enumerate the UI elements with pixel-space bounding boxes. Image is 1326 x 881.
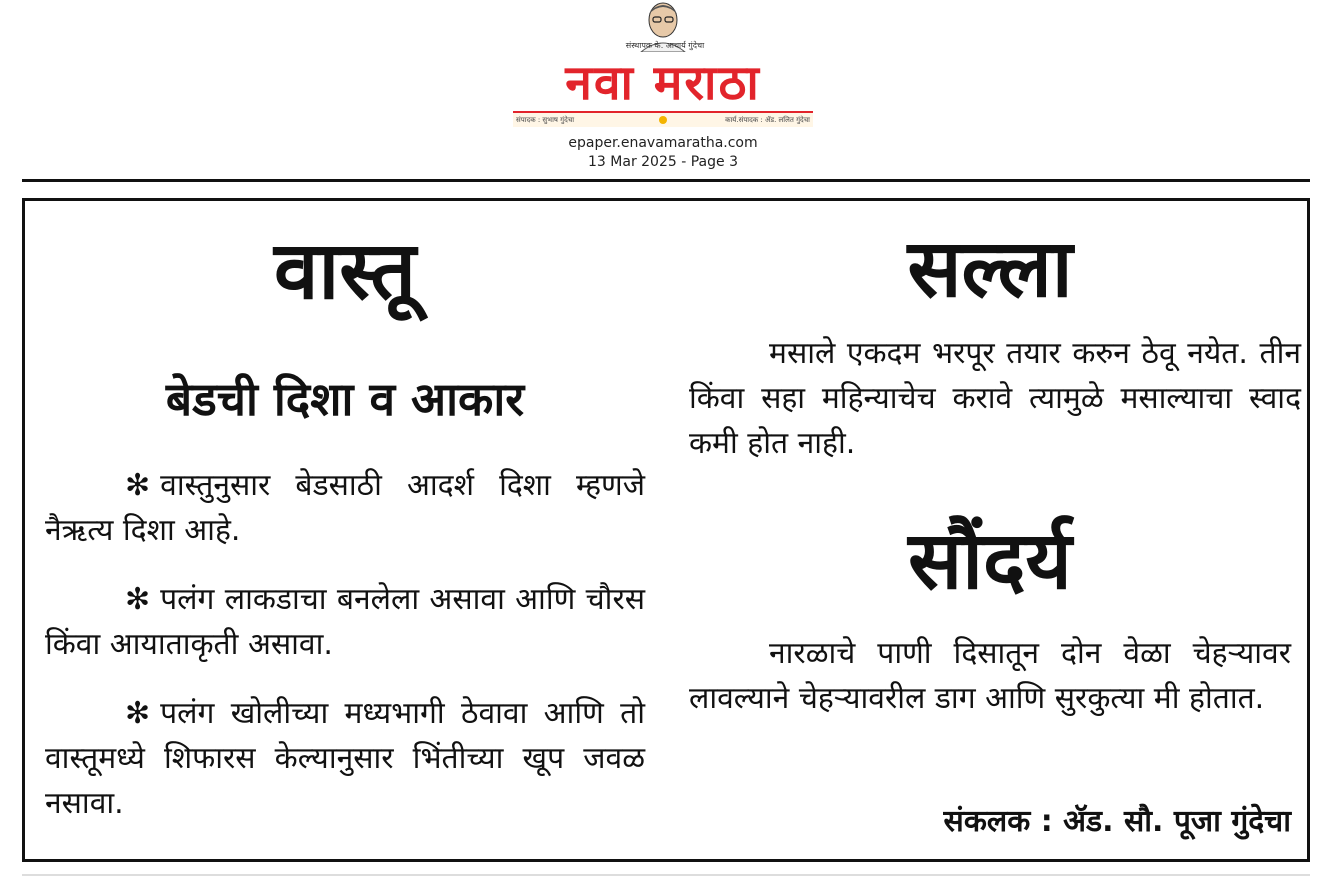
vastu-subheading: बेडची दिशा व आकार	[165, 372, 525, 426]
vastu-point: ✻ पलंग लाकडाचा बनलेला असावा आणि चौरस किंवा आयाताकृती असावा.	[45, 582, 645, 662]
header-divider	[22, 179, 1310, 182]
asterisk-bullet-icon: ✻	[125, 582, 151, 617]
compiler-credit: संकलक : ॲड. सौ. पूजा गुंदेचा	[943, 804, 1291, 839]
vastu-point: ✻ वास्तुनुसार बेडसाठी आदर्श दिशा म्हणजे नैऋत्य दिशा आहे.	[45, 468, 645, 548]
advice-column	[689, 201, 1301, 859]
editor-credits	[513, 113, 813, 127]
vastu-column	[45, 201, 645, 859]
footer-divider	[22, 874, 1310, 876]
founder-ribbon: संस्थापक के. आचार्य गुंदेचा	[625, 41, 705, 50]
executive-editor-name: कार्य.संपादक : ॲड. ललित गुंदेचा	[725, 116, 810, 124]
article-box	[22, 198, 1310, 862]
beauty-heading: सौंदर्य	[908, 514, 1072, 607]
newspaper-logo: नवा मराठा	[565, 55, 761, 111]
beauty-text: नारळाचे पाणी दिसातून दोन वेळा चेहऱ्यावर लावल्याने चेहऱ्यावरील डाग आणि सुरकुत्या मी होतात.	[689, 636, 1291, 716]
advice-text: मसाले एकदम भरपूर तयार करुन ठेवू नयेत. तीन किंवा सहा महिन्याचेच करावे त्यामुळे मसाल्याचा स्वाद कमी होत नाही.	[689, 336, 1301, 461]
advice-heading: सल्ला	[907, 222, 1073, 315]
vastu-point: ✻ पलंग खोलीच्या मध्यभागी ठेवावा आणि तो वास्तूमध्ये शिफारस केल्यानुसार भिंतीच्या खूप जवळ नसावा.	[45, 696, 645, 821]
asterisk-bullet-icon: ✻	[125, 696, 151, 731]
site-url[interactable]: epaper.enavamaratha.com	[568, 135, 758, 151]
page-date: 13 Mar 2025 - Page 3	[588, 154, 738, 170]
newspaper-masthead	[513, 0, 813, 130]
editor-name: संपादक : सुभाष गुंदेचा	[516, 116, 575, 124]
vastu-heading: वास्तू	[274, 224, 416, 317]
sun-icon	[659, 116, 667, 124]
asterisk-bullet-icon: ✻	[125, 468, 151, 503]
